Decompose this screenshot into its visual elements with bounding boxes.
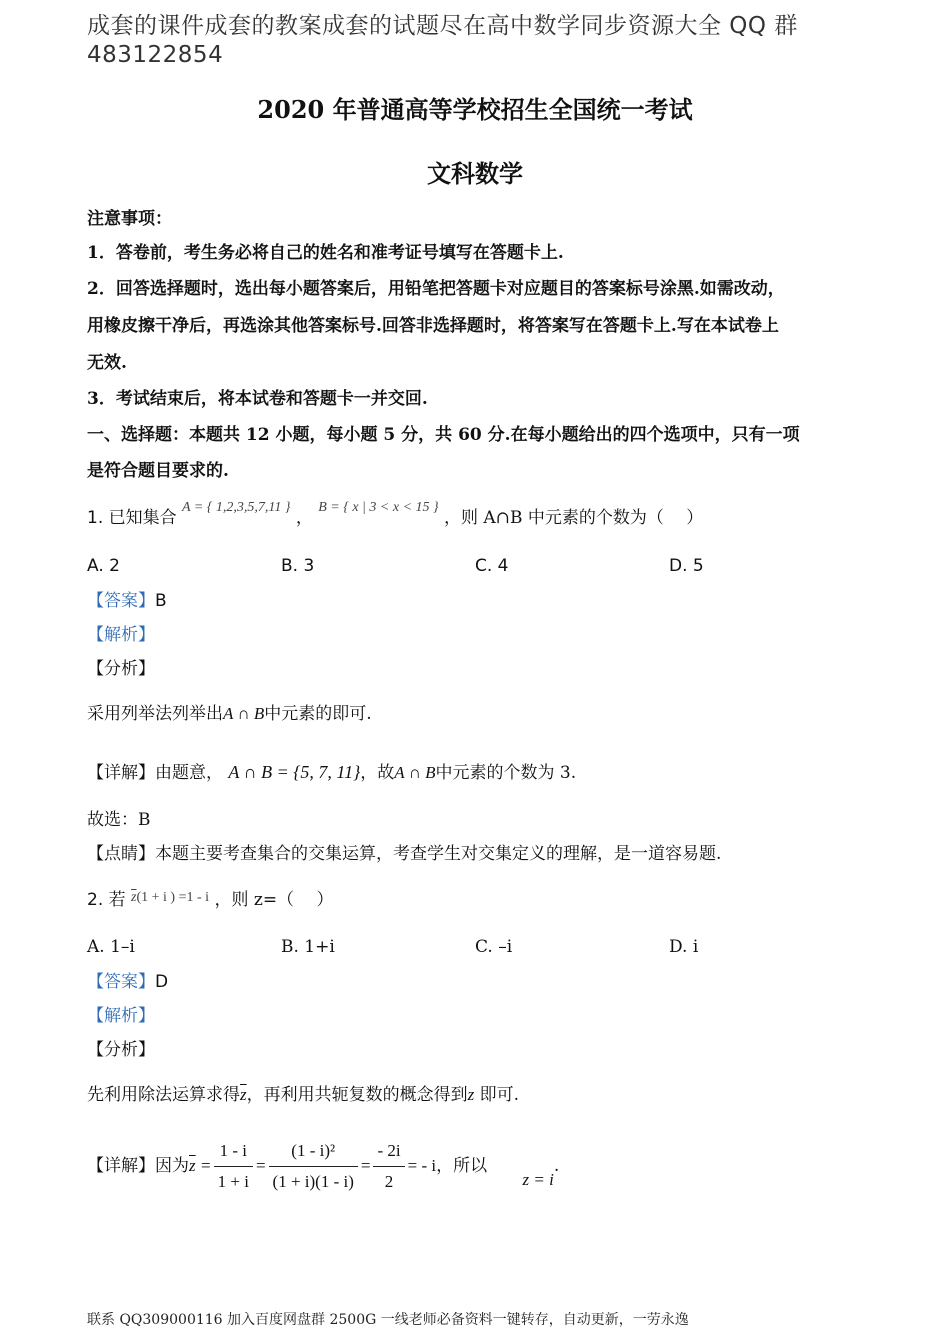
notice-item-2-line-1: 2．回答选择题时，选出每小题答案后，用铅笔把答题卡对应题目的答案标号涂黑.如需改动， bbox=[87, 279, 785, 299]
notice-item-3: 3．考试结束后，将本试卷和答题卡一并交回. bbox=[87, 389, 428, 409]
notice-item-2-line-3: 无效. bbox=[87, 353, 127, 373]
q2-fraction-3: $\frac{- 2i}{2}$ bbox=[373, 1138, 404, 1195]
q1-dianjing-text: 本题主要考查集合的交集运算，考查学生对交集定义的理解，是一道容易题. bbox=[155, 844, 722, 864]
q1-set-b: B = { x | 3 < x < 15 } bbox=[318, 500, 439, 515]
q1-dianjing-label: 【点睛】 bbox=[87, 844, 155, 864]
q2-detail-pre: 因为 bbox=[155, 1156, 189, 1176]
q2-fenxi-pre: 先利用除法运算求得 bbox=[87, 1085, 240, 1105]
q2-fenxi-label: 【分析】 bbox=[87, 1040, 155, 1060]
exam-subtitle: 文科数学 bbox=[427, 159, 523, 188]
q1-answer-value: B bbox=[155, 591, 167, 611]
q2-detail-period: . bbox=[553, 1156, 560, 1176]
q2-analysis-label: 【解析】 bbox=[87, 1006, 155, 1026]
q2-fenxi-post: 即可. bbox=[479, 1085, 520, 1105]
q2-fenxi bbox=[87, 1084, 519, 1106]
q1-fenxi-math: A ∩ B bbox=[223, 704, 265, 723]
q1-stem bbox=[87, 500, 704, 531]
q2-detail-z: $\overline{z}$ bbox=[189, 1156, 196, 1175]
q1-analysis-label: 【解析】 bbox=[87, 625, 155, 645]
q2-detail: 【详解】因为$\overline{z}$ = $\frac{1 - i}{1 + i}$ = $\frac{\text{(1 - i)²}}{(1 + i)(1 - i)}$ = $\frac{- 2i}{2}$ = - i，所以 z = i. bbox=[87, 1138, 559, 1195]
q1-detail-math-2: A ∩ B bbox=[394, 763, 436, 782]
section-1-line-2: 是符合题目要求的. bbox=[87, 461, 229, 481]
q2-fraction-1: $\frac{1 - i}{1 + i}$ bbox=[214, 1138, 253, 1195]
q1-option-b: B. 3 bbox=[281, 556, 315, 576]
q1-set-a: A = { 1,2,3,5,7,11 } bbox=[182, 500, 291, 515]
q1-fenxi bbox=[87, 703, 372, 725]
q1-comma: ， bbox=[295, 508, 313, 528]
q2-prefix: 2. 若 bbox=[87, 890, 126, 910]
q1-dianjing bbox=[87, 843, 721, 865]
q2-option-c: C. –i bbox=[475, 937, 513, 957]
q1-prefix: 1. 已知集合 bbox=[87, 508, 177, 528]
notice-heading: 注意事项： bbox=[87, 209, 172, 229]
q2-fenxi-mid: ，再利用共轭复数的概念得到 bbox=[246, 1085, 468, 1105]
q2-fraction-2: $\frac{\text{(1 - i)²}}{(1 + i)(1 - i)}$ bbox=[269, 1138, 358, 1195]
q1-conclusion: 故选：B bbox=[87, 810, 151, 830]
q2-answer-value: D bbox=[155, 972, 169, 992]
q1-option-c: C. 4 bbox=[475, 556, 509, 576]
q2-detail-result: z = i bbox=[522, 1170, 554, 1189]
q1-fenxi-pre: 采用列举法列举出 bbox=[87, 704, 223, 724]
q2-option-b: B. 1+i bbox=[281, 937, 335, 957]
q2-option-a: A. 1–i bbox=[87, 937, 135, 957]
q1-detail-mid: ，故 bbox=[360, 763, 395, 783]
q2-z-bar: z bbox=[131, 890, 137, 905]
notice-item-1: 1．答卷前，考生务必将自己的姓名和准考证号填写在答题卡上. bbox=[87, 243, 564, 263]
q1-fenxi-label: 【分析】 bbox=[87, 659, 155, 679]
q2-fenxi-z-2: z bbox=[467, 1085, 475, 1104]
q2-answer bbox=[87, 971, 168, 993]
q1-detail-label: 【详解】 bbox=[87, 763, 155, 783]
q2-detail-suo: ，所以 bbox=[436, 1156, 488, 1176]
exam-title: 2020 年普通高等学校招生全国统一考试 bbox=[257, 95, 693, 124]
q2-fenxi-z: $\overline{z}$ bbox=[240, 1085, 247, 1104]
section-1-line-1: 一、选择题：本题共 12 小题，每小题 5 分，共 60 分.在每小题给出的四个选项中，只有一项 bbox=[87, 425, 800, 445]
q1-detail bbox=[87, 761, 576, 784]
q1-detail-math: A ∩ B = {5, 7, 11} bbox=[228, 762, 361, 782]
notice-item-2-line-2: 用橡皮擦干净后，再选涂其他答案标号.回答非选择题时，将答案写在答题卡上.写在本试卷上 bbox=[87, 316, 779, 336]
q1-answer bbox=[87, 590, 167, 612]
q1-answer-label: 【答案】 bbox=[87, 591, 155, 611]
header-banner: 成套的课件成套的教案成套的试题尽在高中数学同步资源大全 QQ 群 483122854 bbox=[87, 13, 798, 68]
q2-stem bbox=[87, 889, 333, 913]
q2-answer-label: 【答案】 bbox=[87, 972, 155, 992]
q1-option-a: A. 2 bbox=[87, 556, 120, 576]
q2-option-d: D. i bbox=[669, 937, 699, 957]
q1-detail-post: 中元素的个数为 3. bbox=[435, 763, 577, 783]
q2-equation: (1 + i ) =1 - i bbox=[136, 890, 210, 905]
footer-ad: 联系 QQ309000116 加入百度网盘群 2500G 一线老师必备资料一键转存，自动更新，一劳永逸 bbox=[87, 1312, 689, 1328]
q1-suffix: ，则 A∩B 中元素的个数为（ ） bbox=[444, 508, 704, 528]
q2-detail-end: = - i bbox=[407, 1156, 437, 1175]
q1-detail-pre: 由题意， bbox=[155, 763, 223, 783]
q2-suffix: ，则 z=（ ） bbox=[214, 890, 334, 910]
q2-detail-label: 【详解】 bbox=[87, 1156, 155, 1176]
q1-fenxi-post: 中元素的即可. bbox=[264, 704, 372, 724]
q1-option-d: D. 5 bbox=[669, 556, 704, 576]
